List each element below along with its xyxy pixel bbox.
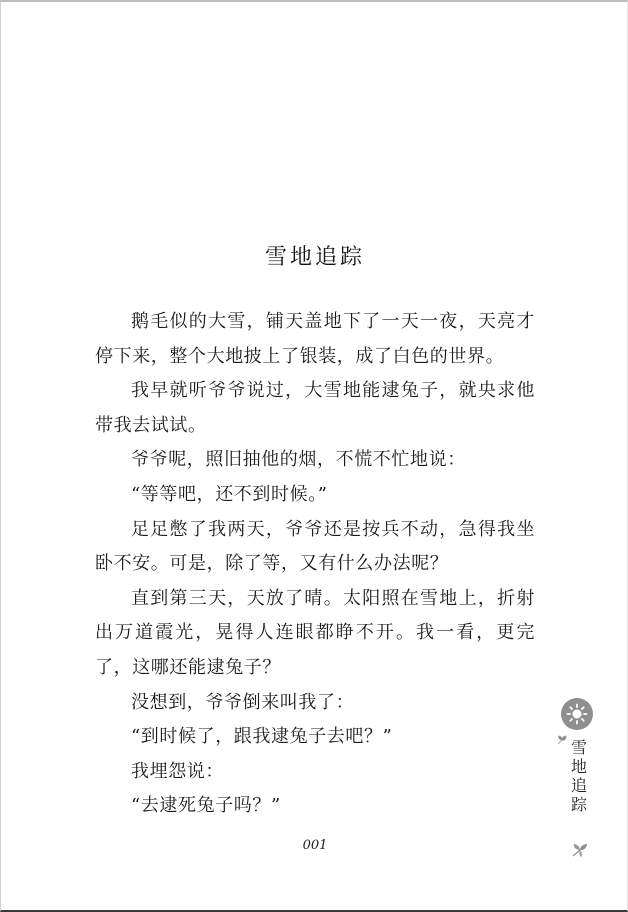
paragraph: 我埋怨说： xyxy=(131,760,224,782)
paragraph: 鹅毛似的大雪，铺天盖地下了一天一夜，天亮才停下来，整个大地披上了银装，成了白色的世界。 xyxy=(95,311,535,367)
sun-icon xyxy=(561,698,593,730)
paragraph: 爷爷呢，照旧抽他的烟，不慌不忙地说： xyxy=(131,449,466,471)
paragraph: 我早就听爷爷说过，大雪地能逮兔子，就央求他带我去试试。 xyxy=(95,380,535,436)
paragraph: 直到第三天，天放了晴。太阳照在雪地上，折射出万道霞光，晃得人连眼都睁不开。我一看，更完了，这哪还能逮兔子？ xyxy=(95,587,535,678)
side-title-char: 追 xyxy=(570,776,587,795)
paragraph: 足足憋了我两天，爷爷还是按兵不动，急得我坐卧不安。可是，除了等，又有什么办法呢？ xyxy=(95,518,535,575)
chapter-title: 雪地追踪 xyxy=(264,245,365,270)
page-number: 001 xyxy=(302,838,328,853)
side-title-char: 雪 xyxy=(570,738,587,757)
paragraph: “到时候了，跟我逮兔子去吧？” xyxy=(131,726,393,748)
paragraph: “等等吧，还不到时候。” xyxy=(131,483,328,505)
side-chapter-marker xyxy=(561,698,595,814)
paragraph: 没想到，爷爷倒来叫我了： xyxy=(131,691,355,713)
leaf-icon xyxy=(557,730,567,749)
side-title-char: 地 xyxy=(570,757,587,776)
chapter-body xyxy=(95,305,535,824)
side-chapter-title xyxy=(569,738,589,814)
side-title-char: 踪 xyxy=(570,795,587,814)
paragraph: “去逮死兔子吗？” xyxy=(131,795,281,817)
